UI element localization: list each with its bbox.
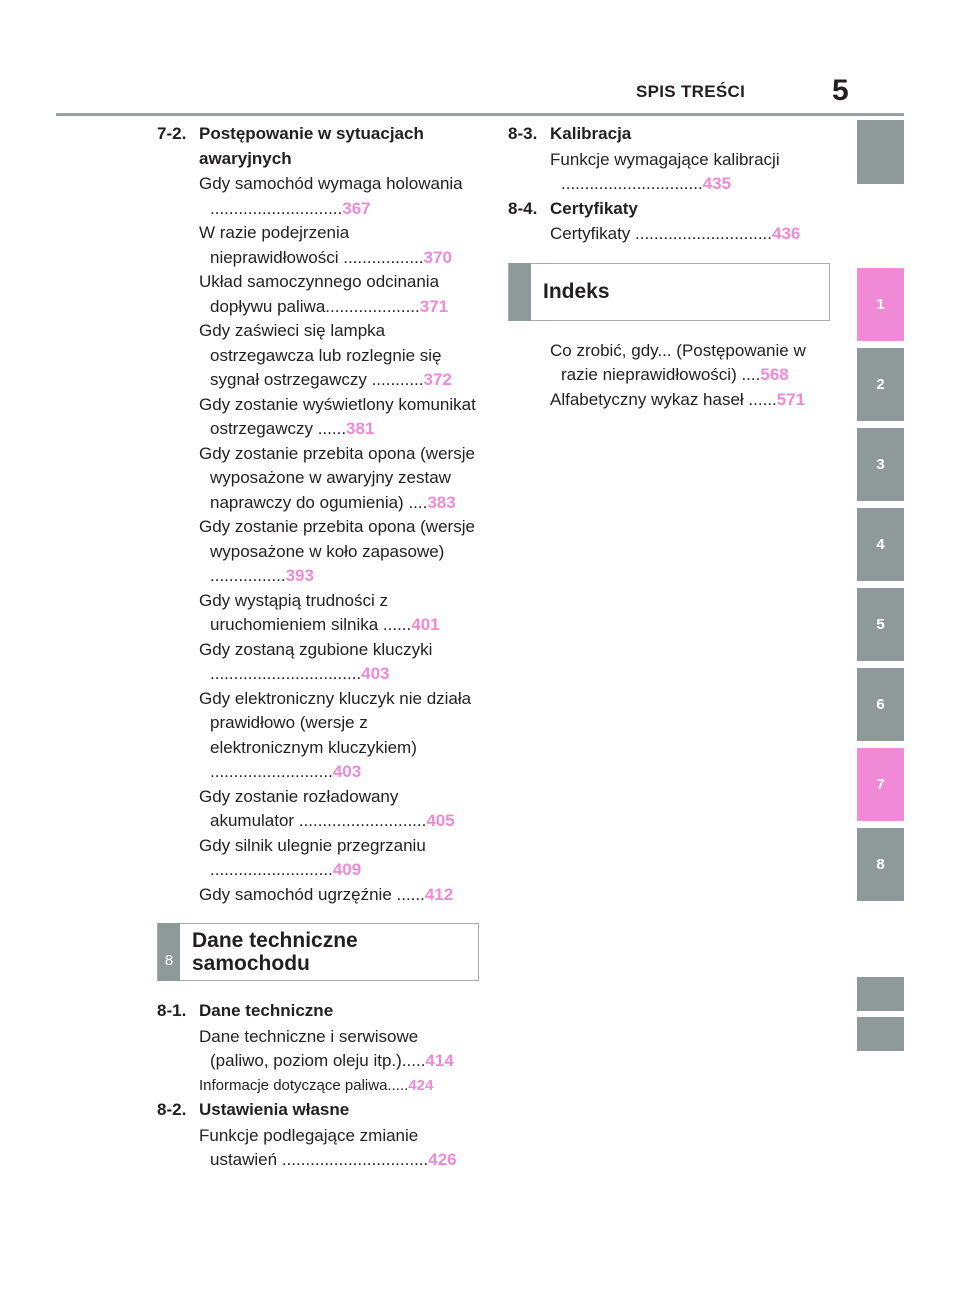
toc-entry[interactable] <box>507 148 830 197</box>
index-bar <box>509 263 531 321</box>
toc-entry[interactable] <box>156 834 479 883</box>
toc-entry[interactable] <box>156 442 479 516</box>
chapter-number-bar: 8 <box>158 923 180 981</box>
side-tab-5[interactable]: 5 <box>857 588 904 661</box>
section-title: Certyfikaty <box>550 198 638 218</box>
entry-page-link[interactable]: 367 <box>342 198 371 218</box>
toc-entry[interactable] <box>507 339 830 388</box>
entry-page-link[interactable]: 436 <box>772 224 801 243</box>
section-number: 8-3. <box>508 124 538 143</box>
toc-right-column <box>508 122 830 412</box>
entry-page-link[interactable]: 381 <box>346 419 375 438</box>
entry-text: Gdy silnik ulegnie przegrzaniu .......................... <box>199 835 426 879</box>
section-heading-8-4 <box>508 197 830 222</box>
chapter-8-heading-box <box>157 923 479 981</box>
entry-text: Gdy zostaną zgubione kluczyki ................................ <box>199 639 433 683</box>
section-heading-8-2 <box>157 1098 479 1123</box>
entry-text: Gdy samochód wymaga holowania ............................ <box>199 174 463 218</box>
toc-entry[interactable] <box>156 319 479 393</box>
toc-entry[interactable] <box>156 270 479 319</box>
entry-page-link[interactable]: 370 <box>423 247 452 267</box>
entry-text: Gdy zostanie rozładowany akumulator ........................... <box>199 786 427 830</box>
entry-page-link[interactable]: 371 <box>419 296 449 316</box>
entry-page-link[interactable]: 403 <box>332 762 362 781</box>
chapter-title: Dane techniczne samochodu <box>192 929 358 975</box>
toc-entry[interactable] <box>156 1025 479 1074</box>
entry-page-link[interactable]: 571 <box>776 389 806 409</box>
entry-page-link[interactable]: 412 <box>424 884 454 904</box>
entry-page-link[interactable]: 414 <box>425 1051 454 1070</box>
toc-entry[interactable] <box>507 388 830 413</box>
section-number: 8-4. <box>508 198 538 218</box>
toc-entry[interactable] <box>156 785 479 834</box>
toc-entry[interactable] <box>156 589 479 638</box>
section-heading-8-3 <box>508 122 830 147</box>
entry-page-link[interactable]: 383 <box>427 492 456 512</box>
entry-text: Funkcje wymagające kalibracji .............................. <box>550 149 780 193</box>
entry-page-link[interactable]: 409 <box>332 860 362 879</box>
entry-page-link[interactable]: 426 <box>428 1150 457 1169</box>
section-title: Kalibracja <box>550 124 632 143</box>
entry-page-link[interactable]: 568 <box>760 365 789 384</box>
entry-text: Układ samoczynnego odcinania dopływu paliwa.................... <box>199 272 440 316</box>
index-title: Indeks <box>543 280 610 303</box>
side-tab-1[interactable]: 1 <box>857 268 904 341</box>
entry-text: Certyfikaty ............................. <box>550 224 772 243</box>
side-tab-6[interactable]: 6 <box>857 668 904 741</box>
index-heading-box <box>508 263 830 321</box>
section-heading-7-2 <box>157 122 479 171</box>
side-tab-extra-2[interactable] <box>857 1017 904 1051</box>
section-number: 8-1. <box>157 1001 187 1020</box>
entry-page-link[interactable]: 435 <box>702 174 732 193</box>
toc-entry[interactable] <box>507 222 830 247</box>
entry-text: Gdy zaświeci się lampka ostrzegawcza lub rozlegnie się sygnał ostrzegawczy ........... <box>199 321 442 389</box>
toc-entry[interactable] <box>156 1124 479 1173</box>
entry-text: Gdy samochód ugrzęźnie ...... <box>199 884 425 904</box>
toc-entry[interactable] <box>156 638 479 687</box>
entry-text: Informacje dotyczące paliwa..... <box>199 1076 409 1094</box>
entry-text: Gdy elektroniczny kluczyk nie działa prawidłowo (wersje z elektronicznym kluczykiem) .......................... <box>199 688 472 781</box>
entry-text: Dane techniczne i serwisowe (paliwo, poziom oleju itp.)..... <box>199 1026 426 1070</box>
section-number: 8-2. <box>157 1100 187 1119</box>
toc-entry[interactable] <box>156 393 479 442</box>
entry-text: Gdy zostanie przebita opona (wersje wyposażone w awaryjny zestaw naprawczy do ogumienia) .... <box>199 443 475 512</box>
page-header-title: SPIS TREŚCI <box>636 82 746 101</box>
section-heading-8-1 <box>157 999 479 1024</box>
side-tab-top[interactable] <box>857 120 904 184</box>
entry-page-link[interactable]: 403 <box>361 664 390 683</box>
entry-page-link[interactable]: 424 <box>408 1076 434 1094</box>
side-tab-extra-1[interactable] <box>857 977 904 1011</box>
entry-text: Funkcje podlegające zmianie ustawień ............................... <box>199 1125 429 1169</box>
side-tab-3[interactable]: 3 <box>857 428 904 501</box>
side-tab-7[interactable]: 7 <box>857 748 904 821</box>
entry-text: Gdy wystąpią trudności z uruchomieniem silnika ...... <box>199 590 412 634</box>
entry-text: Gdy zostanie przebita opona (wersje wyposażone w koło zapasowe) ................ <box>199 517 475 585</box>
entry-text: Gdy zostanie wyświetlony komunikat ostrzegawczy ...... <box>199 394 476 438</box>
toc-left-column <box>157 122 479 1173</box>
toc-entry[interactable] <box>156 687 479 785</box>
toc-entry[interactable] <box>156 883 479 908</box>
toc-entry[interactable] <box>156 1074 479 1099</box>
entry-text: Alfabetyczny wykaz haseł ...... <box>550 389 777 409</box>
entry-text: W razie podejrzenia nieprawidłowości ................. <box>199 223 424 267</box>
toc-entry[interactable] <box>156 221 479 270</box>
toc-entry[interactable] <box>156 172 479 221</box>
entry-page-link[interactable]: 401 <box>411 615 440 634</box>
entry-page-link[interactable]: 393 <box>285 566 314 585</box>
section-title: Postępowanie w sytuacjach awaryjnych <box>199 124 424 168</box>
section-title: Dane techniczne <box>199 1001 334 1020</box>
entry-page-link[interactable]: 372 <box>423 370 452 389</box>
toc-entry[interactable] <box>156 515 479 589</box>
entry-text: Co zrobić, gdy... (Postępowanie w razie nieprawidłowości) .... <box>550 340 806 384</box>
header-rule <box>56 113 904 116</box>
side-tab-8[interactable]: 8 <box>857 828 904 901</box>
side-tab-4[interactable]: 4 <box>857 508 904 581</box>
entry-page-link[interactable]: 405 <box>426 811 455 830</box>
side-tab-2[interactable]: 2 <box>857 348 904 421</box>
section-number: 7-2. <box>157 124 187 143</box>
section-title: Ustawienia własne <box>199 1100 350 1119</box>
page-number: 5 <box>832 74 849 107</box>
